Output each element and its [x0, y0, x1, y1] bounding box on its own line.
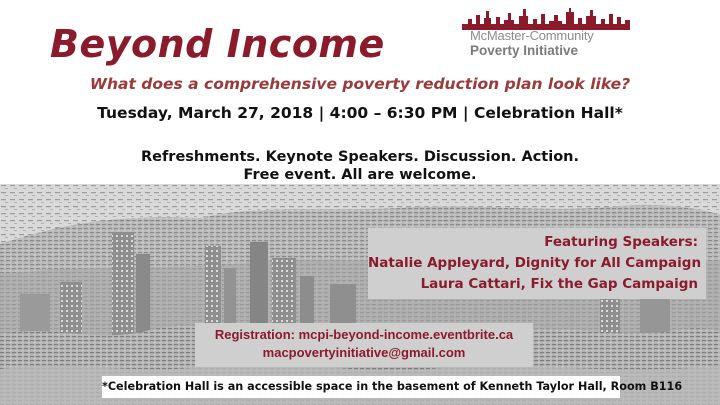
logo-line2: Poverty Initiative: [470, 43, 579, 58]
speakers-box: [368, 228, 706, 299]
logo: [462, 6, 630, 66]
speaker-1: Natalie Appleyard, Dignity for All Campaign: [368, 255, 702, 271]
event-title: Beyond Income: [50, 22, 385, 66]
registration-link[interactable]: Registration: mcpi-beyond-income.eventbrite.ca: [214, 327, 514, 342]
speaker-2: Laura Cattari, Fix the Gap Campaign: [420, 276, 698, 292]
tagline-line1: Refreshments. Keynote Speakers. Discussion. Action.: [140, 149, 579, 165]
registration-email[interactable]: macpovertyinitiative@gmail.com: [262, 345, 466, 360]
event-datetime: Tuesday, March 27, 2018 | 4:00 – 6:30 PM | Celebration Hall*: [97, 104, 623, 122]
tagline-line2: Free event. All are welcome.: [243, 167, 477, 183]
city-skyline-icon: [462, 6, 630, 30]
event-subtitle: What does a comprehensive poverty reduction plan look like?: [89, 75, 631, 93]
event-tagline: [0, 148, 720, 184]
registration-box: [195, 323, 533, 367]
footnote: *Celebration Hall is an accessible space in the basement of Kenneth Taylor Hall, Room B116: [102, 376, 620, 398]
logo-line1: McMaster-Community: [470, 28, 594, 43]
speakers-heading: Featuring Speakers:: [544, 234, 698, 250]
